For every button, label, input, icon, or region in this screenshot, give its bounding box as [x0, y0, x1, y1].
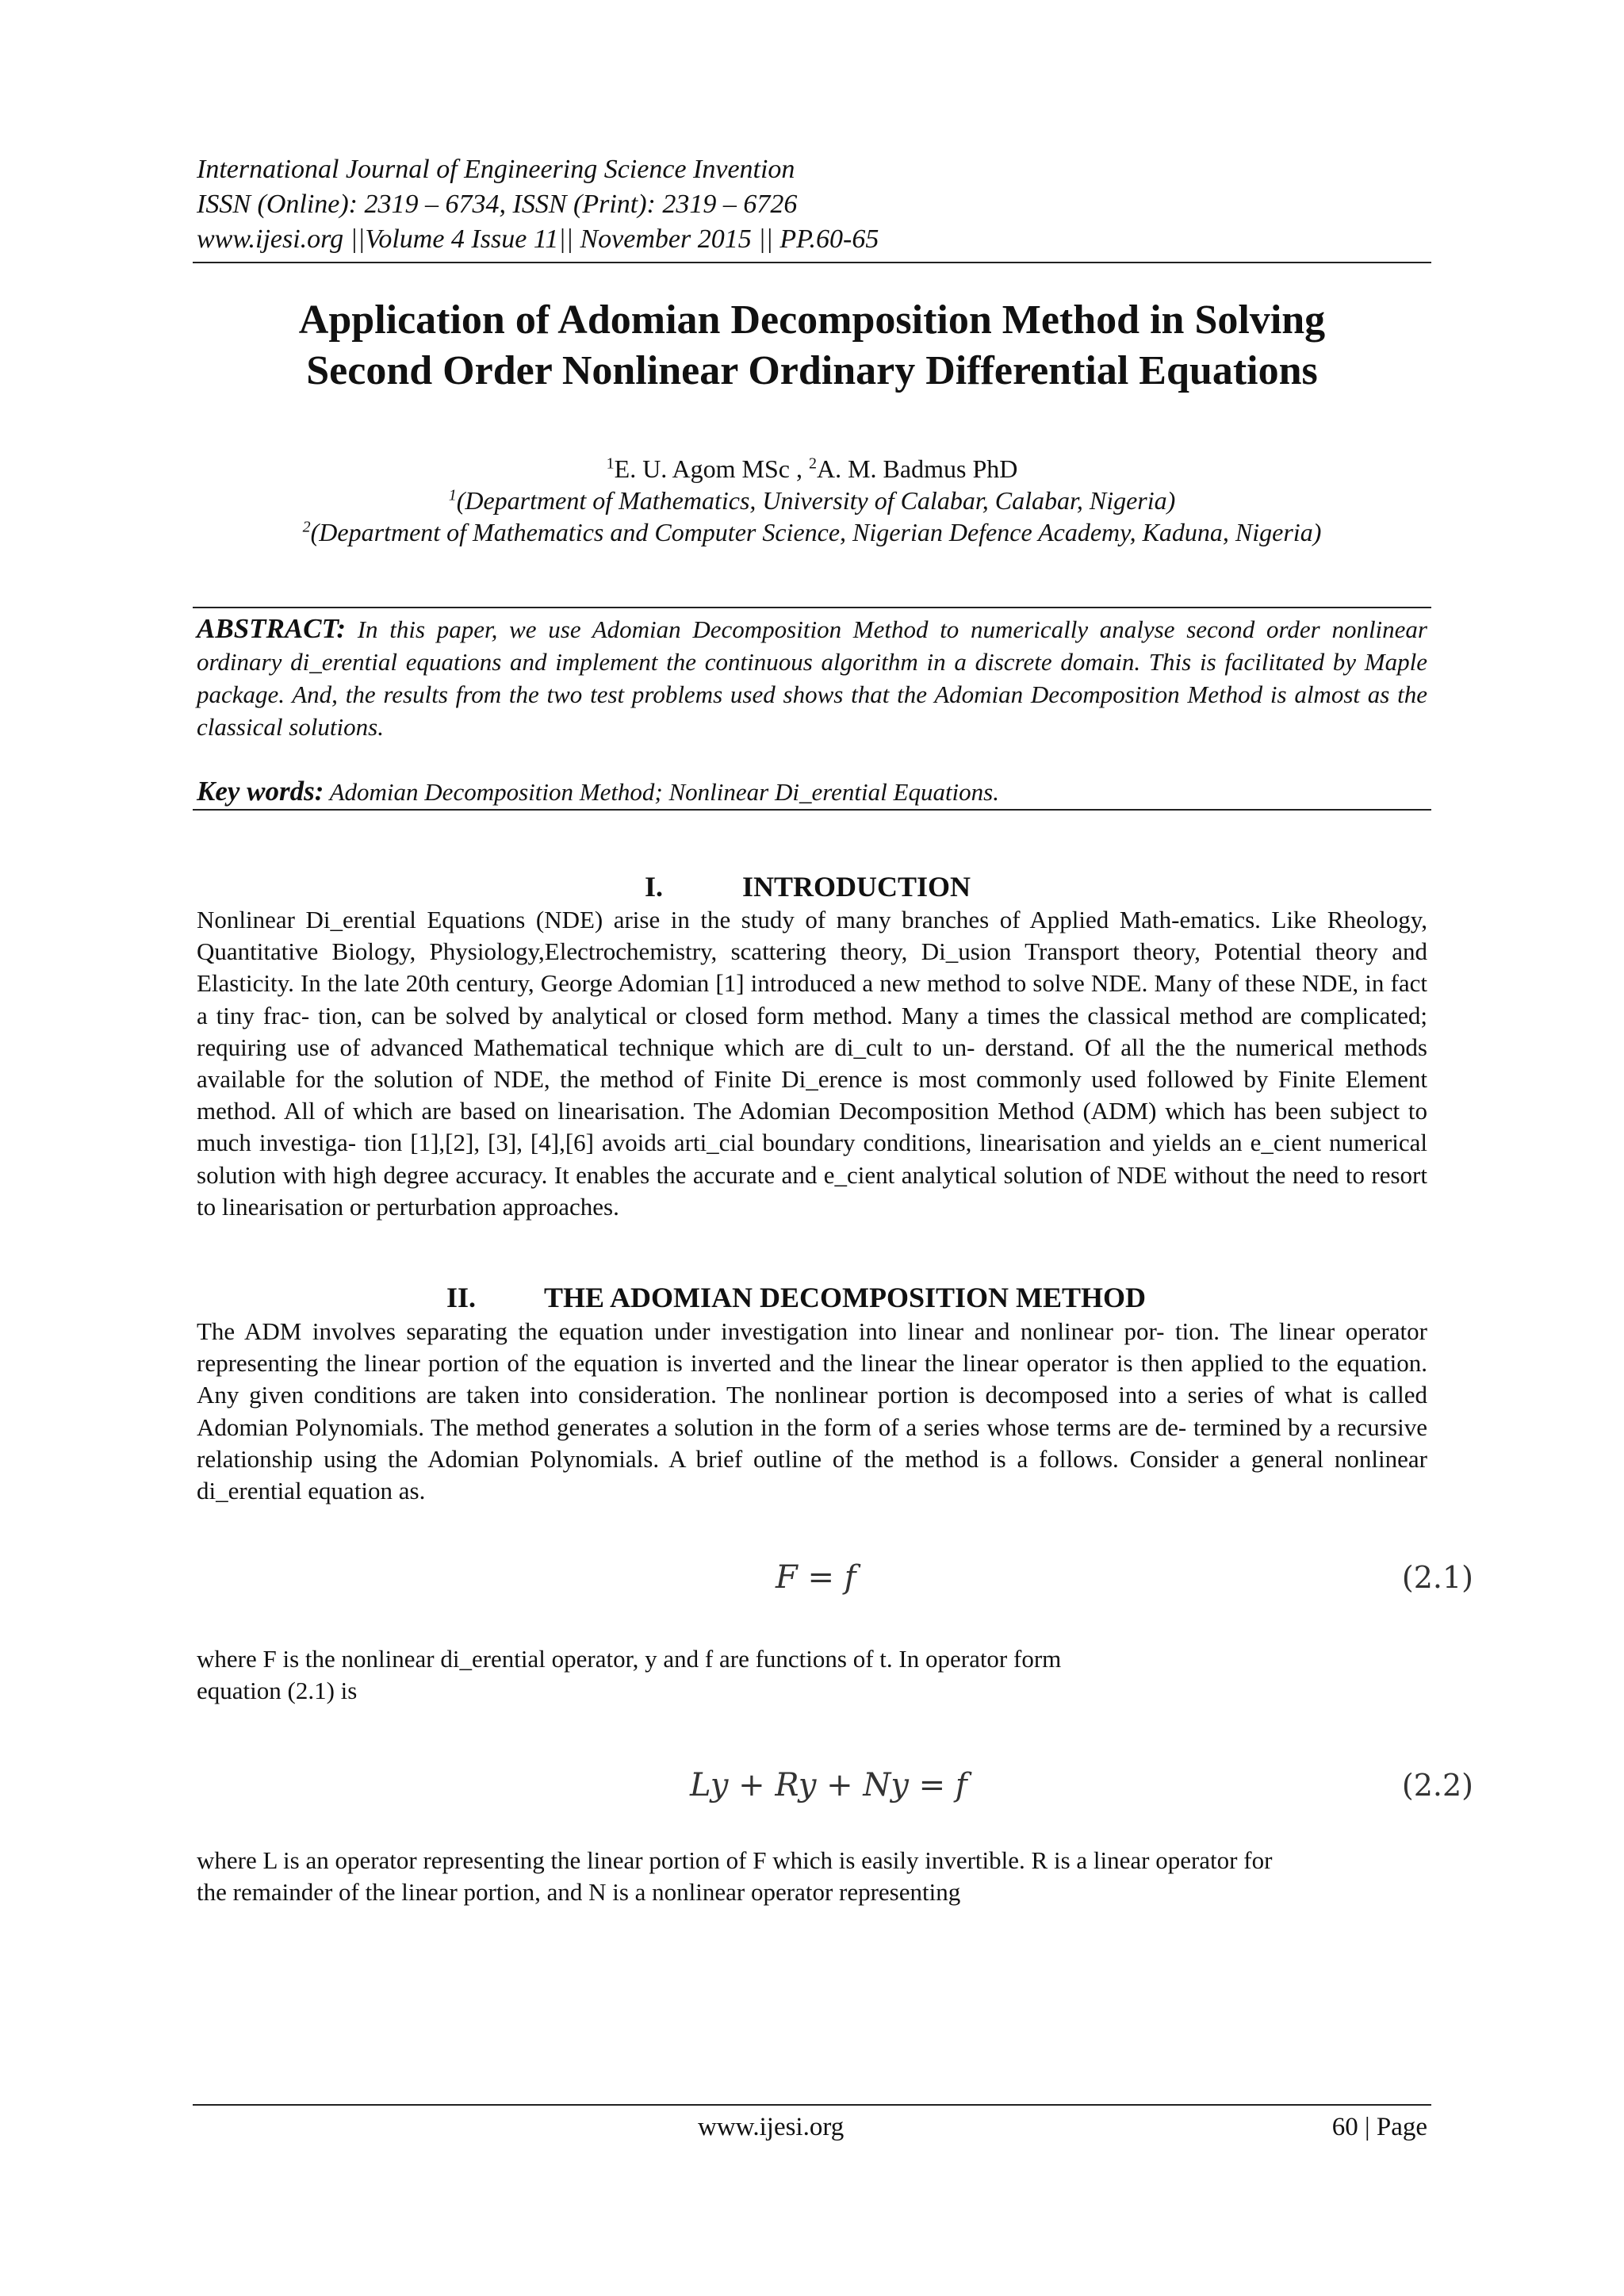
title-line-2: Second Order Nonlinear Ordinary Differential Equations	[306, 348, 1318, 393]
equation-2-1-number: (2.1)	[1401, 1560, 1473, 1595]
author2-name: A. M. Badmus PhD	[816, 454, 1018, 483]
equation-2-2-number: (2.2)	[1401, 1768, 1473, 1803]
equation-2-1-expression: F = f	[776, 1559, 856, 1596]
abstract	[197, 612, 1427, 743]
para-eq2-line-1: where L is an operator representing the linear portion of F which is easily invertible. R is a linear operator for	[197, 1846, 1273, 1874]
title-line-1: Application of Adomian Decomposition Method in Solving	[298, 297, 1326, 343]
journal-header	[197, 152, 1430, 257]
author-line	[193, 454, 1431, 484]
affiliation-1	[193, 485, 1431, 516]
keywords	[197, 774, 1427, 810]
affiliation2-text: (Department of Mathematics and Computer Science, Nigerian Defence Academy, Kaduna, Nigeria)	[310, 518, 1322, 546]
author1-marker: 1	[606, 454, 615, 473]
journal-volume: www.ijesi.org ||Volume 4 Issue 11|| November 2015 || PP.60-65	[197, 224, 879, 254]
affiliation1-marker: 1	[448, 486, 457, 504]
section2-number: II.	[446, 1282, 477, 1313]
affiliation1-text: (Department of Mathematics, University of Calabar, Calabar, Nigeria)	[456, 486, 1176, 515]
adm-paragraph: The ADM involves separating the equation under investigation into linear and nonlinear por- tion. The linear operator representing the linear portion of the equation is inverted and the linear the linear operator is then applied to the equation. Any given conditions are taken into consideration. The nonlinear portion is decomposed into a series of what is called Adomian Polynomials. The method generates a solution in the form of a series whose terms are de- termined by a recursive relationship using the Adomian Polynomials. A brief outline of the method is a follows. Consider a general nonlinear di_erential equation as.	[197, 1317, 1427, 1505]
footer-site-link[interactable]: www.ijesi.org	[698, 2113, 845, 2141]
introduction-paragraph: Nonlinear Di_erential Equations (NDE) arise in the study of many branches of Applied Math-ematics. Like Rheology, Quantitative Biology, Physiology,Electrochemistry, scattering theory, Di_usion Transport theory, Potential theory and Elasticity. In the late 20th century, George Adomian [1] introduced a new method to solve NDE. Many of these NDE, in fact a tiny frac- tion, can be solved by analytical or closed form method. Many a times the classical method are complicated; requiring use of advanced Mathematical technique which are di_cult to un- derstand. Of all the the numerical methods available for the solution of NDE, the method of Finite Di_erence is most commonly used followed by Finite Element method. All of which are based on linearisation. The Adomian Decomposition Method (ADM) which has been subject to much investiga- tion [1],[2], [3], [4],[6] avoids arti_cial boundary conditions, linearisation and yields an e_cient numerical solution with high degree accuracy. It enables the accurate and e_cient analytical solution of NDE without the need to resort to linearisation or perturbation approaches.	[197, 906, 1427, 1221]
para-eq1-line-2: equation (2.1) is	[197, 1677, 358, 1705]
header-divider	[193, 262, 1431, 263]
abstract-top-divider	[193, 607, 1431, 608]
affiliation-2	[193, 517, 1431, 547]
equation-2-1	[197, 1558, 1473, 1597]
affiliation2-marker: 2	[302, 518, 311, 536]
equation-2-2-expression: Ly + Ry + Ny = f	[690, 1767, 967, 1803]
author2-marker: 2	[808, 454, 817, 473]
author1-name: E. U. Agom MSc ,	[614, 454, 809, 483]
paragraph-after-eq-2-2	[197, 1845, 1427, 1908]
para-eq2-line-2: the remainder of the linear portion, and N is a nonlinear operator representing	[197, 1878, 961, 1907]
abstract-label: ABSTRACT:	[197, 613, 347, 644]
section2-title: THE ADOMIAN DECOMPOSITION METHOD	[544, 1282, 1147, 1313]
journal-name: International Journal of Engineering Science Invention	[197, 155, 795, 184]
journal-issn: ISSN (Online): 2319 – 6734, ISSN (Print): 2319 – 6726	[197, 190, 798, 219]
section1-title: INTRODUCTION	[742, 871, 971, 903]
para-eq1-line-1: where F is the nonlinear di_erential operator, y and f are functions of t. In operator form	[197, 1645, 1062, 1673]
paragraph-after-eq-2-1	[197, 1643, 1427, 1707]
paper-title	[193, 295, 1431, 397]
keywords-text: Adomian Decomposition Method; Nonlinear Di_erential Equations.	[329, 778, 999, 806]
keywords-label: Key words:	[197, 776, 324, 807]
abstract-bottom-divider	[193, 809, 1431, 811]
section1-number: I.	[645, 871, 664, 903]
abstract-text: In this paper, we use Adomian Decomposition Method to numerically analyse second order nonlinear ordinary di_erential equations and implement the continuous algorithm in a discrete domain. This is facilitated by Maple package. And, the results from the two test problems used shows that the Adomian Decomposition Method is almost as the classical solutions.	[197, 615, 1427, 741]
footer-divider	[193, 2104, 1431, 2106]
footer-page-number: 60 | Page	[1331, 2113, 1427, 2141]
equation-2-2	[197, 1765, 1473, 1805]
